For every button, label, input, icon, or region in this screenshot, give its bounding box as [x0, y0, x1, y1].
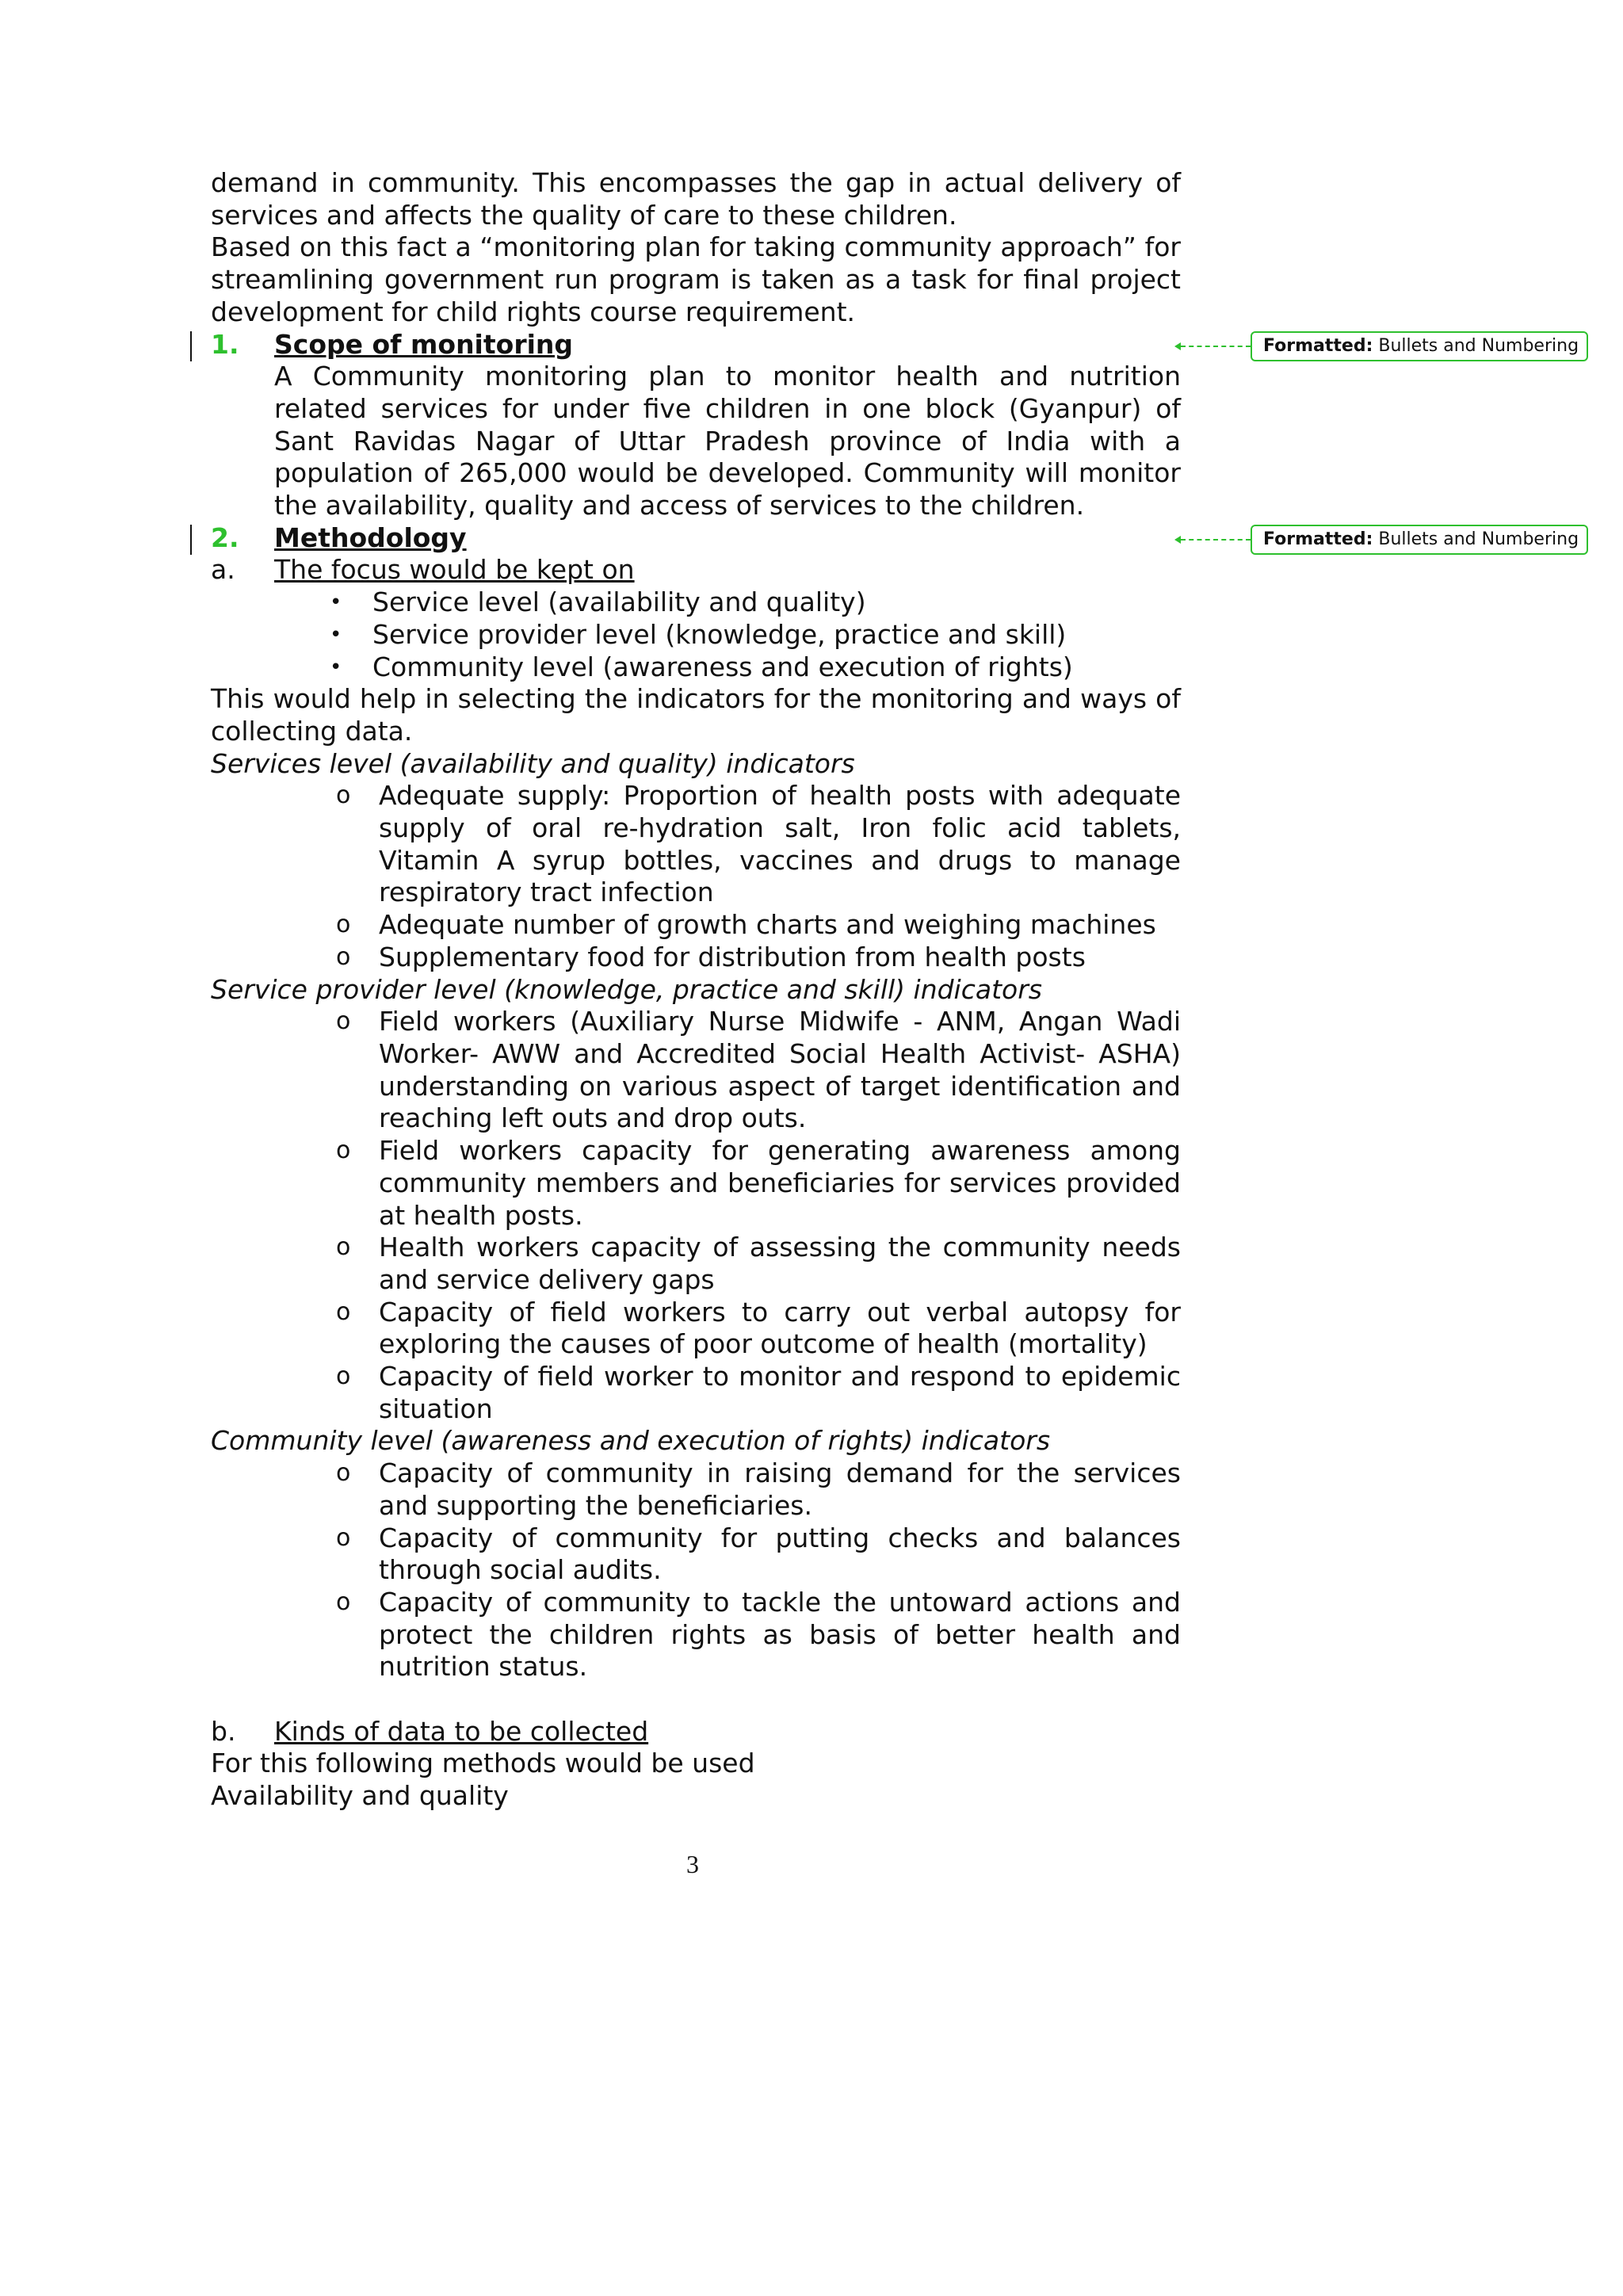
change-bar [190, 331, 192, 361]
section-1-number: 1. [211, 328, 239, 360]
circle-marker: o [336, 1007, 351, 1036]
circle-marker: o [336, 1362, 351, 1391]
comment-connector-line [1181, 346, 1251, 347]
indicator-text: Field workers (Auxiliary Nurse Midwife - ANM, Angan Wadi Worker- AWW and Accredited Social Health Activist- ASHA) understanding on various aspect of target identification and reaching left outs and drop outs. [379, 1006, 1181, 1134]
indicator-text: Adequate number of growth charts and weighing machines [379, 909, 1156, 941]
intro-paragraph-1: demand in community. This encompasses the gap in actual delivery of services and affects the quality of care to these children. [211, 167, 1181, 231]
document-body [211, 167, 1181, 1813]
indicator-text: Capacity of field workers to carry out verbal autopsy for exploring the causes of poor outcome of health (mortality) [379, 1296, 1181, 1360]
section-2-number: 2. [211, 521, 239, 553]
page-number: 3 [686, 1850, 699, 1878]
circle-marker: o [336, 1233, 351, 1262]
bullet-text: Service provider level (knowledge, practice and skill) [372, 618, 1067, 650]
list-item [211, 1297, 1181, 1361]
indicator-text: Supplementary food for distribution from health posts [379, 941, 1086, 972]
services-indicators-title: Services level (availability and quality) indicators [211, 747, 855, 779]
list-item [211, 651, 1181, 684]
bullet-text: Community level (awareness and execution of rights) [372, 651, 1073, 682]
circle-marker: o [336, 1459, 351, 1488]
bullet-marker: • [330, 622, 342, 647]
bullet-marker: • [330, 590, 342, 615]
list-item [211, 1361, 1181, 1425]
circle-marker: o [336, 1587, 351, 1616]
intro-paragraph-2: Based on this fact a “monitoring plan for taking community approach” for streamlining government run program is taken as a task for final project development for child rights course requirement. [211, 231, 1181, 327]
subsection-a-heading-row [211, 554, 1181, 586]
comment-arrow-icon [1174, 342, 1181, 350]
community-indicators-title: Community level (awareness and execution of rights) indicators [211, 1425, 1051, 1457]
list-item [211, 619, 1181, 651]
circle-marker: o [336, 1137, 351, 1165]
comment-connector-line [1181, 539, 1251, 541]
comment-arrow-icon [1174, 536, 1181, 544]
provider-indicators-title: Service provider level (knowledge, practice and skill) indicators [211, 973, 1042, 1005]
circle-marker: o [336, 1297, 351, 1326]
community-indicator-list [211, 1457, 1181, 1683]
comment-prefix: Formatted: [1263, 336, 1373, 356]
blank-line [211, 1683, 1181, 1716]
indicator-text: Capacity of community for putting checks and balances through social audits. [379, 1522, 1181, 1586]
provider-indicator-list [211, 1006, 1181, 1425]
indicator-text: Capacity of community in raising demand for the services and supporting the beneficiaries. [379, 1457, 1181, 1521]
subsection-b-line-1: For this following methods would be used [211, 1748, 755, 1779]
subsection-b-label: b. [211, 1715, 236, 1747]
formatting-comment-balloon[interactable] [1251, 331, 1588, 361]
section-2-heading: Methodology [274, 521, 467, 553]
indicator-text: Field workers capacity for generating awareness among community members and beneficiaries for services provided at health posts. [379, 1135, 1181, 1231]
comment-text: Bullets and Numbering [1378, 529, 1579, 549]
subsection-b-line-2: Availability and quality [211, 1780, 509, 1812]
list-item [211, 780, 1181, 909]
list-item [211, 1006, 1181, 1135]
list-item [211, 1457, 1181, 1522]
subsection-a-label: a. [211, 554, 235, 586]
change-bar [190, 525, 192, 555]
formatting-comment-balloon[interactable] [1251, 525, 1588, 555]
focus-summary-paragraph: This would help in selecting the indicators for the monitoring and ways of collecting data. [211, 683, 1181, 747]
subsection-a-heading: The focus would be kept on [274, 554, 635, 586]
subsection-b-heading: Kinds of data to be collected [274, 1715, 649, 1747]
section-1-heading-row [211, 329, 1181, 361]
circle-marker: o [336, 781, 351, 810]
list-item [211, 586, 1181, 619]
subsection-b-heading-row [211, 1716, 1181, 1748]
list-item [211, 1135, 1181, 1232]
section-1-body: A Community monitoring plan to monitor health and nutrition related services for under five children in one block (Gyanpur) of Sant Ravidas Nagar of Uttar Pradesh province of India with a population of 265,000 would be developed. Community will monitor the availability, quality and access of services to the children. [274, 361, 1181, 521]
bullet-text: Service level (availability and quality) [372, 586, 866, 618]
circle-marker: o [336, 942, 351, 971]
list-item [211, 1232, 1181, 1296]
list-item [211, 942, 1181, 974]
list-item [211, 1522, 1181, 1587]
section-2-heading-row [211, 522, 1181, 555]
circle-marker: o [336, 911, 351, 939]
indicator-text: Adequate supply: Proportion of health posts with adequate supply of oral re-hydration salt, Iron folic acid tablets, Vitamin A syrup bottles, vaccines and drugs to manage respiratory tract infection [379, 780, 1181, 908]
list-item [211, 909, 1181, 942]
comment-prefix: Formatted: [1263, 529, 1373, 549]
circle-marker: o [336, 1523, 351, 1552]
section-1-heading: Scope of monitoring [274, 328, 574, 360]
comment-text: Bullets and Numbering [1378, 336, 1579, 356]
bullet-marker: • [330, 655, 342, 679]
list-item [211, 1587, 1181, 1683]
services-indicator-list [211, 780, 1181, 973]
focus-bullet-list [211, 586, 1181, 683]
indicator-text: Capacity of community to tackle the untoward actions and protect the children rights as basis of better health and nutrition status. [379, 1586, 1181, 1683]
indicator-text: Health workers capacity of assessing the community needs and service delivery gaps [379, 1232, 1181, 1295]
indicator-text: Capacity of field worker to monitor and respond to epidemic situation [379, 1361, 1181, 1424]
